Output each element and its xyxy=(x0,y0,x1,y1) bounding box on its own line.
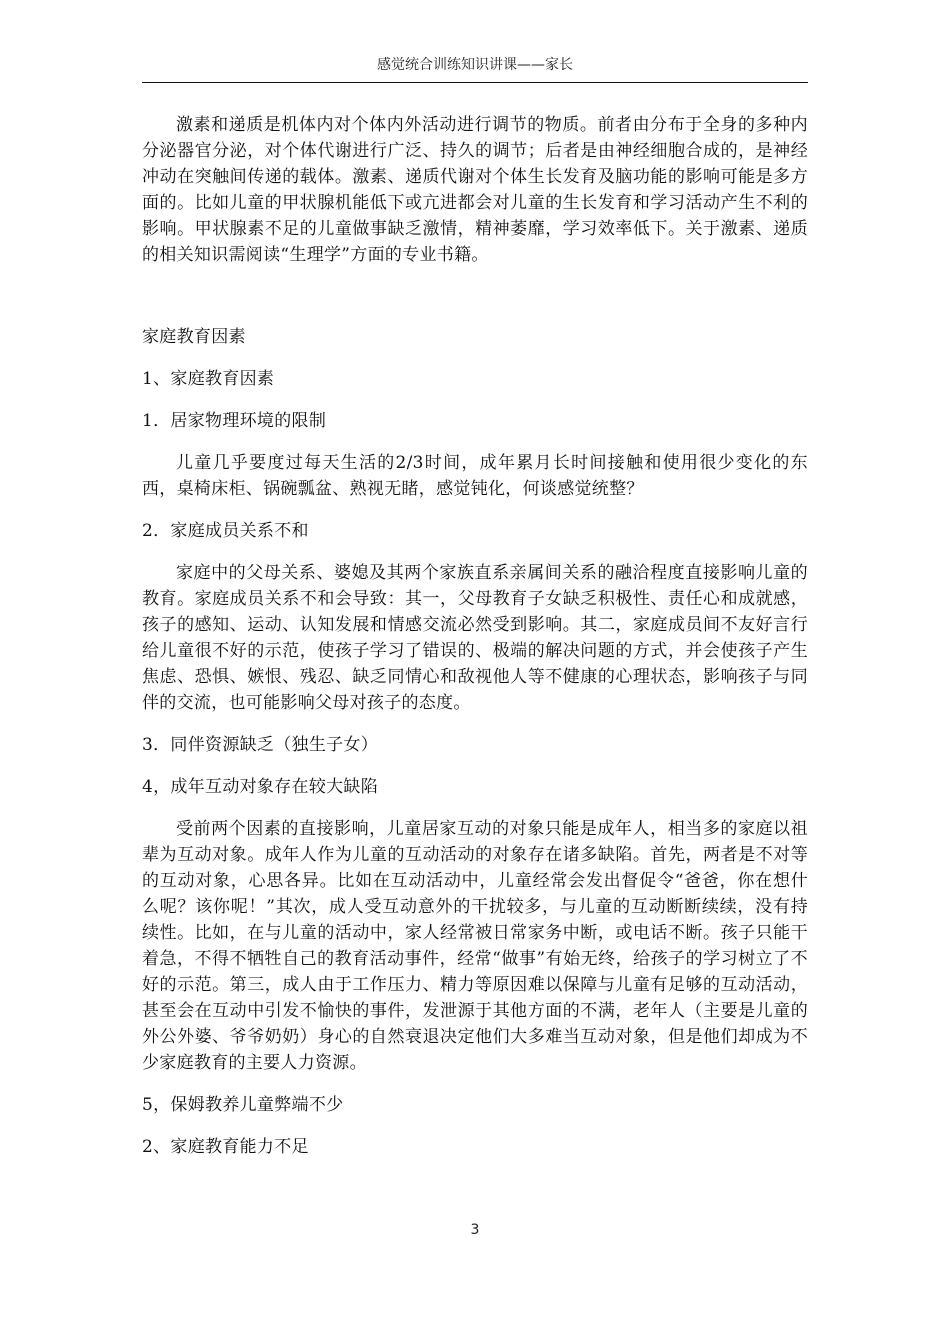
item-heading-nanny: 5，保姆教养儿童弊端不少 xyxy=(142,1095,344,1115)
paragraph-hormone: 激素和递质是机体内对个体内外活动进行调节的物质。前者由分布于全身的多种内分泌器官分泌，对个体代谢进行广泛、持久的调节；后者是由神经细胞合成的，是神经冲动在突触间传递的载体。激素、递质代谢对个体生长发育及脑功能的影响可能是多方面的。比如儿童的甲状腺机能低下或亢进都会对儿童的生长发育和学习活动产生不利的影响。甲状腺素不足的儿童做事缺乏激情，精神萎靡，学习效率低下。关于激素、递质的相关知识需阅读“生理学”方面的专业书籍。 xyxy=(142,115,808,265)
spacer xyxy=(142,1076,808,1092)
spacer xyxy=(142,716,808,732)
spacer xyxy=(142,434,808,450)
spacer xyxy=(142,392,808,408)
spacer xyxy=(142,350,808,366)
header-divider xyxy=(142,82,808,83)
paragraph-adult-interaction: 受前两个因素的直接影响，儿童居家互动的对象只能是成年人，相当多的家庭以祖辈为互动对象。成年人作为儿童的互动活动的对象存在诸多缺陷。首先，两者是不对等的互动对象，心思各异。比如在互动活动中，儿童经常会发出督促令“爸爸，你在想什么呢？该你呢！”其次，成人受互动意外的干扰较多，与儿童的互动断断续续，没有持续性。比如，在与儿童的活动中，家人经常被日常家务中断，或电话不断。孩子只能干着急，不得不牺牲自己的教育活动事件，经常“做事”有始无终，给孩子的学习树立了不好的示范。第三，成人由于工作压力、精力等原因难以保障与儿童有足够的互动活动，甚至会在互动中引发不愉快的事件，发泄源于其他方面的不满，老年人（主要是儿童的外公外婆、爷爷奶奶）身心的自然衰退决定他们大多难当互动对象，但是他们却成为不少家庭教育的主要人力资源。 xyxy=(142,819,808,1073)
section-heading-family-education: 家庭教育因素 xyxy=(142,327,246,347)
paragraph-family-relations: 家庭中的父母关系、婆媳及其两个家族直系亲属间关系的融洽程度直接影响儿童的教育。家庭成员关系不和会导致：其一，父母教育子女缺乏积极性、责任心和成就感，孩子的感知、运动、认知发展和情感交流必然受到影响。其二，家庭成员间不友好言行给儿童很不好的示范，使孩子学习了错误的、极端的解决问题的方式，并会使孩子产生焦虑、恐惧、嫉恨、残忍、缺乏同情心和敌视他人等不健康的心理状态，影响孩子与同伴的交流，也可能影响父母对孩子的态度。 xyxy=(142,563,808,713)
spacer xyxy=(142,758,808,774)
item-heading-family-relations: 2．家庭成员关系不和 xyxy=(142,521,309,541)
item-heading-peer-resources: 3．同伴资源缺乏（独生子女） xyxy=(142,735,379,755)
item-heading-home-environment: 1．居家物理环境的限制 xyxy=(142,411,327,431)
spacer xyxy=(142,544,808,560)
spacer xyxy=(142,502,808,518)
section-spacer xyxy=(142,268,808,324)
document-body xyxy=(142,112,808,1160)
subheading-family-education-factors: 1、家庭教育因素 xyxy=(142,369,275,389)
spacer xyxy=(142,800,808,816)
page-header-title: 感觉统合训练知识讲课——家长 xyxy=(377,57,573,73)
page-number: 3 xyxy=(470,1222,480,1238)
spacer xyxy=(142,1118,808,1134)
item-heading-adult-interaction: 4，成年互动对象存在较大缺陷 xyxy=(142,777,379,797)
subheading-education-ability: 2、家庭教育能力不足 xyxy=(142,1137,309,1157)
paragraph-home-environment: 儿童几乎要度过每天生活的2/3时间，成年累月长时间接触和使用很少变化的东西，桌椅床柜、锅碗瓢盆、熟视无睹，感觉钝化，何谈感觉统整？ xyxy=(142,453,808,499)
